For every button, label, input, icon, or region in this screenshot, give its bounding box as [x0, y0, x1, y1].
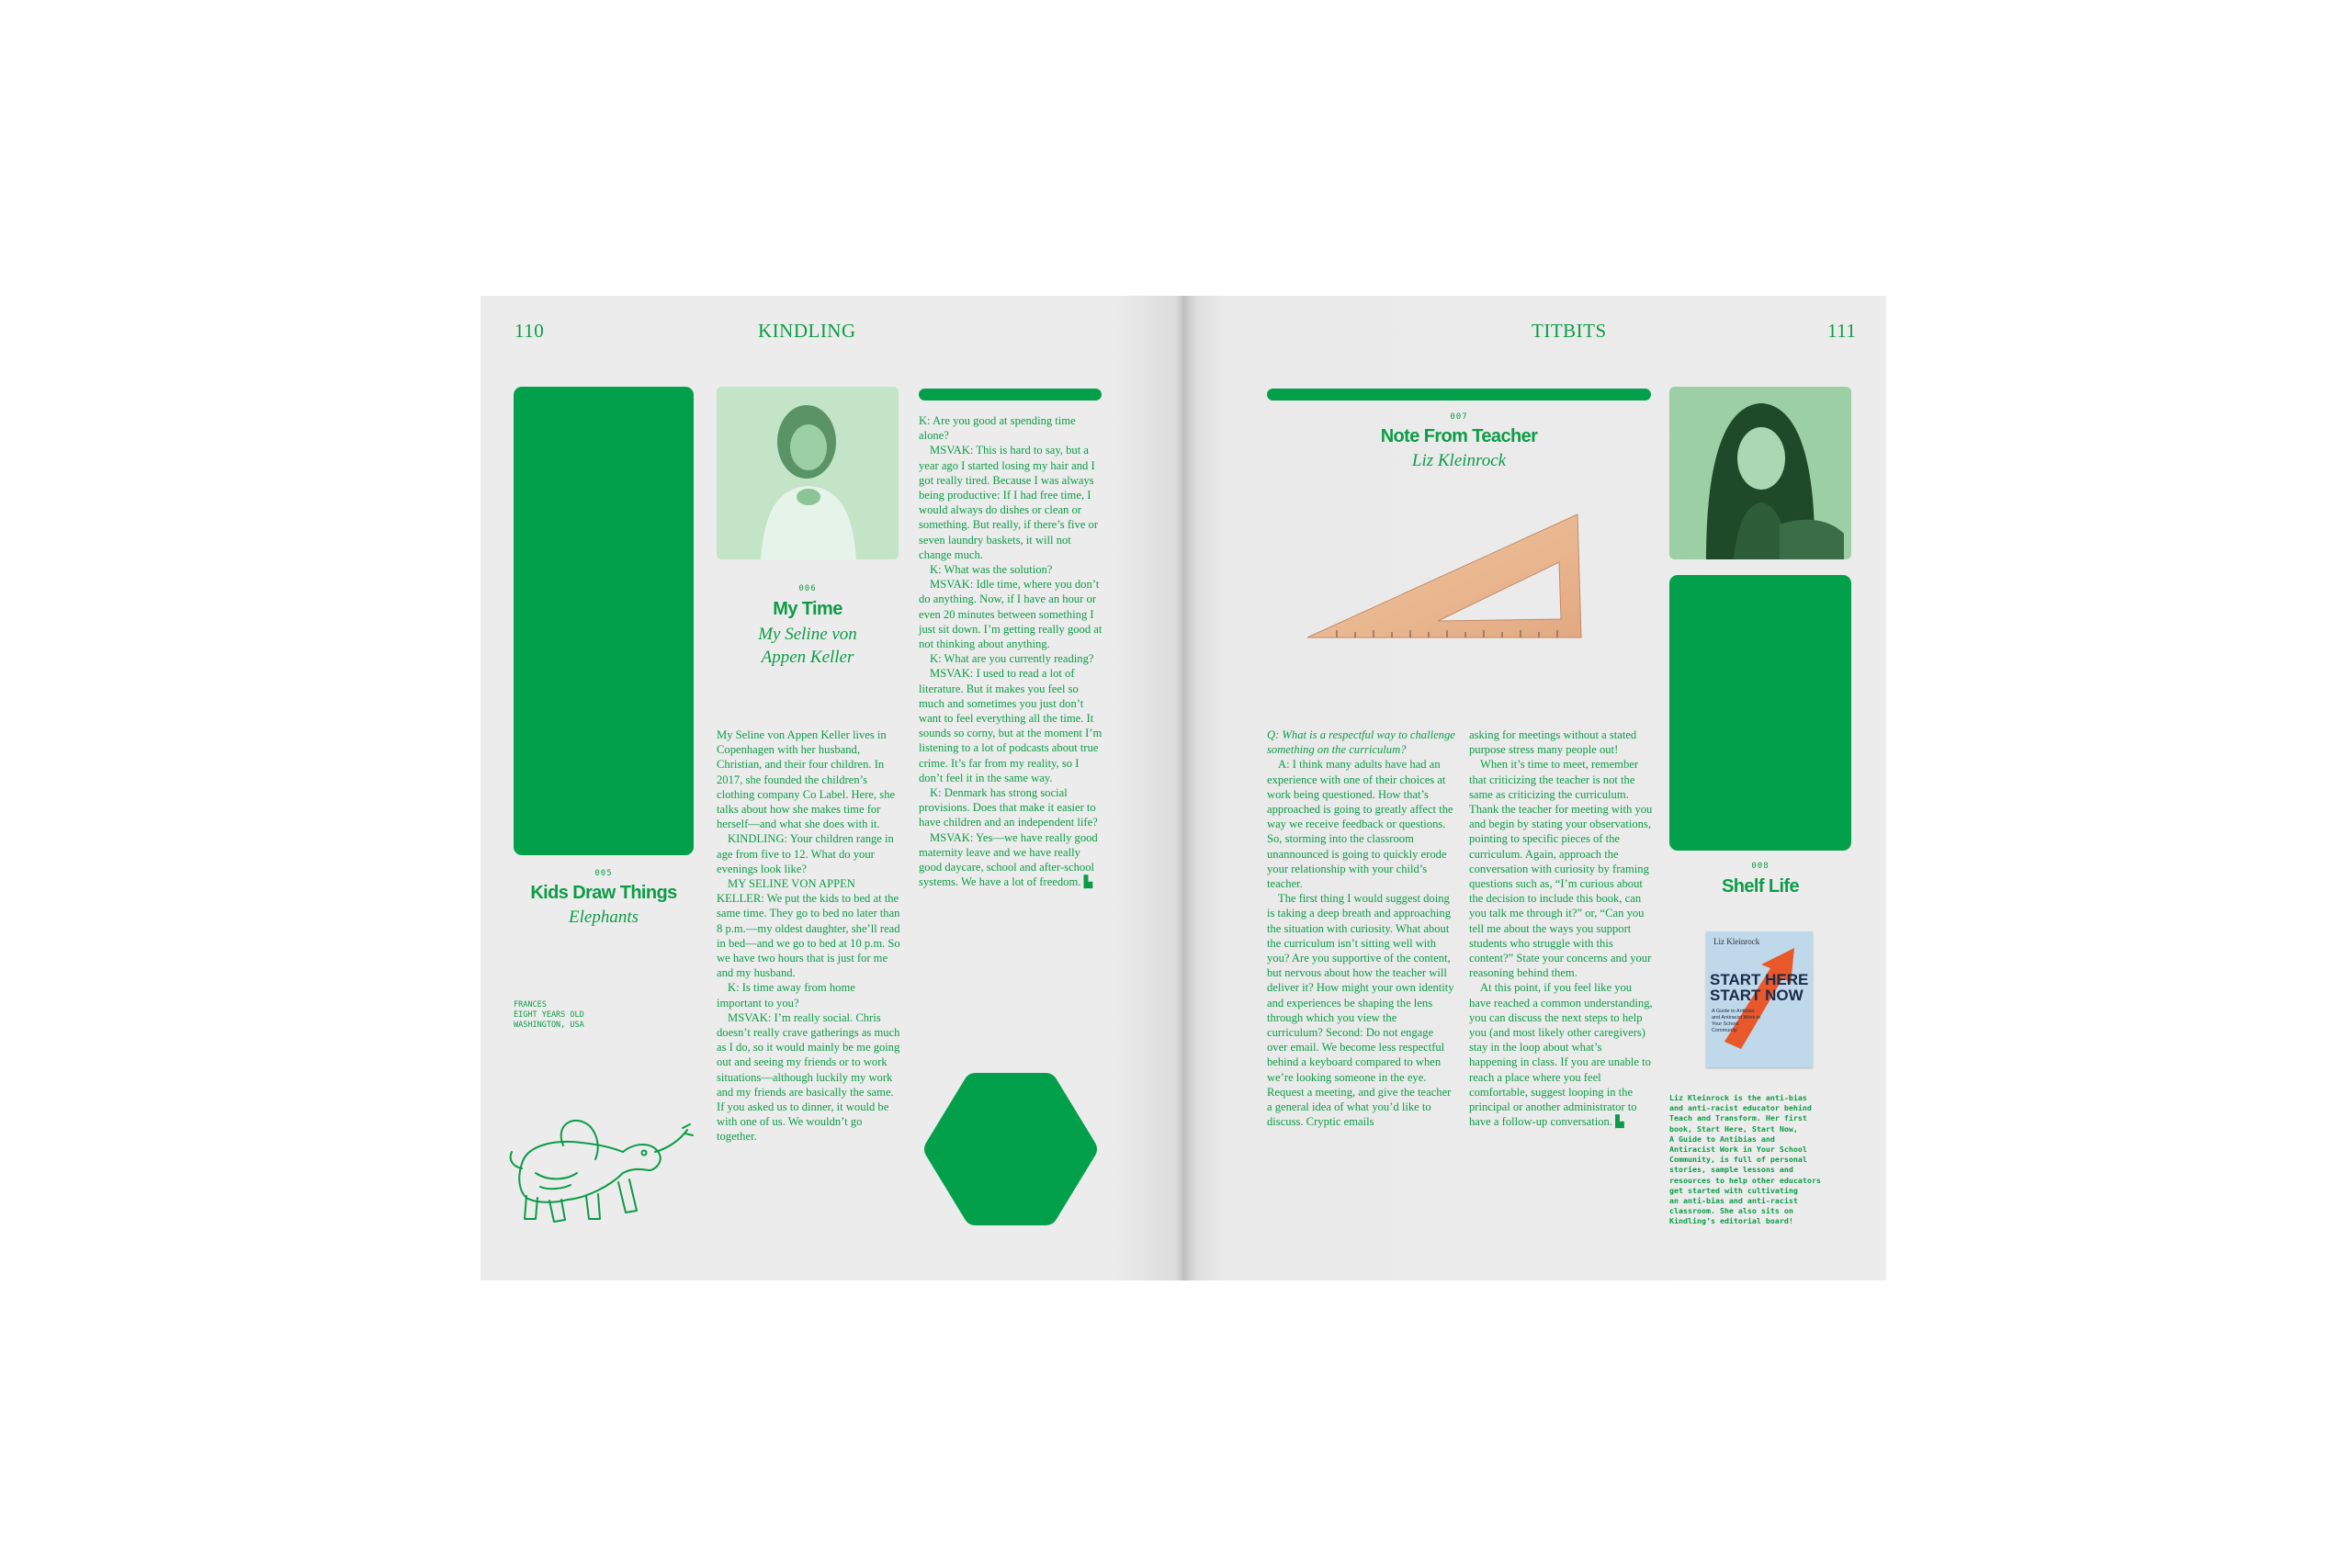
- section-number: 007: [1450, 412, 1468, 422]
- paragraph: K: What was the solution?: [930, 563, 1053, 577]
- paragraph: A: I think many adults have had an experience with one of their choices at work being questioned. How that’s approached is going to greatly affect the way we receive feedback or questions. So, storming into the classroom unannounced is going to quickly erode your relationship with your child’s teacher.: [1267, 758, 1453, 891]
- portrait-image: [717, 387, 899, 559]
- left-page: [481, 296, 1182, 1280]
- portrait-photo: [1669, 387, 1851, 559]
- green-rule-bar: [919, 389, 1102, 400]
- paragraph: MSVAK: This is hard to say, but a year ago I started losing my hair and I got really tired. Because I was always being productive: If I had free time, I would always do dishes or clean or something. But really, if there’s five or seven laundry baskets, it will not change much.: [919, 444, 1099, 561]
- portrait-image: [1669, 387, 1851, 559]
- section-number: 005: [594, 869, 613, 878]
- book-cover: [1706, 931, 1813, 1067]
- paragraph: KINDLING: Your children range in age from five to 12. What do your evenings look like?: [717, 832, 894, 875]
- set-square-image: [1300, 507, 1594, 645]
- page-number: 111: [1827, 320, 1857, 342]
- green-rule-bar: [1267, 389, 1651, 400]
- right-page: [1182, 296, 1886, 1280]
- book-author: Liz Kleinrock: [1713, 937, 1760, 946]
- running-head: KINDLING: [758, 320, 856, 342]
- section-title: Note From Teacher: [1380, 426, 1538, 446]
- section-subtitle: Elephants: [569, 908, 639, 927]
- green-color-block: [514, 387, 694, 855]
- portrait-photo: [717, 387, 899, 559]
- paragraph: MSVAK: I’m really social. Chris doesn’t really crave gatherings as much as I do, so it would mainly be me going out and seeing my friends or to work situations—although luckily my work and my friends are basically the same. If you asked us to dinner, it would be with one of us. We wouldn’t go together.: [717, 1010, 900, 1144]
- article-column-1: [1267, 728, 1455, 1129]
- running-head: TITBITS: [1532, 320, 1607, 342]
- paragraph: K: Is time away from home important to you?: [717, 981, 855, 1010]
- section-title: My Time: [773, 599, 842, 619]
- paragraph: At this point, if you feel like you have reached a common understanding, you can discuss the next steps to help you (and most likely other caregivers) stay in the loop about what’s happening in class. If you are unable to reach a place where you feel comfortable, suggest looping in the principal or another administrator to have a follow-up conversation. ▙: [1469, 981, 1653, 1129]
- article-column-2: [919, 413, 1102, 890]
- paragraph: My Seline von Appen Keller lives in Copenhagen with her husband, Christian, and their four children. In 2017, she founded the children’s clothing company Co Label. Here, she talks about how she makes time for herself—and what she does with it.: [717, 728, 896, 831]
- section-title: Kids Draw Things: [530, 883, 677, 903]
- paragraph: K: Are you good at spending time alone?: [919, 414, 1076, 443]
- section-number: 006: [798, 584, 817, 593]
- green-color-block: [1669, 575, 1851, 851]
- paragraph: MY SELINE VON APPEN KELLER: We put the kids to bed at the same time. They go to bed no later than 8 p.m.—my oldest daughter, she’ll read in bed—and we go to bed at 10 p.m. So we have two hours that is just for me and my husband.: [717, 877, 900, 980]
- book-subtitle: A Guide to Antibias and Antiracist Work in Your School Community: [1712, 1009, 1761, 1033]
- paragraph: MSVAK: Idle time, where you don’t do anything. Now, if I have an hour or even 20 minutes between something I just sit down. I’m getting really good at not thinking about anything.: [919, 578, 1102, 651]
- paragraph: The first thing I would suggest doing is taking a deep breath and approaching the situation with curiosity. What about the curriculum isn’t sitting well with you? Are you supportive of the content, but nervous about how the teacher will deliver it? How might your own identity and experiences be shaping the lens through which you view the curriculum? Second: Do not engage over email. We become less respectful behind a keyboard compared to when we’re looking someone in the eye. Request a meeting, and give the teacher a general idea of what you’d like to discuss. Cryptic emails: [1267, 892, 1454, 1129]
- book-title: START HERE START NOW: [1710, 971, 1809, 1004]
- paragraph: When it’s time to meet, remember that criticizing the teacher is not the same as criticizing the curriculum. Thank the teacher for meeting with you and begin by stating your observations, pointing to specific pieces of the curriculum. Again, approach the conversation with curiosity by framing questions such as, “I’m curious about the decision to include this book, can you talk me through it?” or, “Can you tell me about the ways you support students who struggle with this content?” State your concerns and your reasoning behind them.: [1469, 758, 1653, 980]
- page-number: 110: [514, 320, 545, 342]
- paragraph: K: What are you currently reading?: [930, 652, 1094, 666]
- section-subtitle: My Seline von Appen Keller: [758, 625, 857, 667]
- green-hexagon: [919, 1069, 1102, 1229]
- magazine-spread: [481, 296, 1886, 1280]
- drawing-credit: FRANCES EIGHT YEARS OLD WASHINGTON, USA: [514, 1000, 584, 1030]
- paragraph: MSVAK: Yes—we have really good maternity leave and we have really good daycare, school and after-school systems. We have a lot of freedom. ▙: [919, 830, 1098, 889]
- article-column-2: [1469, 728, 1653, 1129]
- paragraph: K: Denmark has strong social provisions. Does that make it easier to have children and an independent life?: [919, 786, 1098, 829]
- question: Q: What is a respectful way to challenge something on the curriculum?: [1267, 728, 1455, 757]
- paragraph: MSVAK: I used to read a lot of literature. But it makes you feel so much and sometimes you just don’t want to feel everything all the time. It sounds so corny, but at the moment I’m listening to a lot of podcasts about true crime. It’s far from my reality, so I don’t feel it in the same way.: [919, 667, 1102, 784]
- article-column-1: [717, 728, 900, 1145]
- section-number: 008: [1751, 862, 1770, 871]
- paragraph: asking for meetings without a stated purpose stress many people out!: [1469, 728, 1637, 757]
- section-title: Shelf Life: [1721, 876, 1799, 897]
- elephant-drawing: [499, 1095, 701, 1233]
- author-bio: Liz Kleinrock is the anti-bias and anti-racist educator behind Teach and Transform. Her first book, Start Here, Start Now, A Guide to Antibias and Antiracist Work in Your School Community, is full of personal stories, sample lessons and resources to help other educators get started with cultivating an anti-bias and anti-racist classroom. She also sits on Kindling’s editorial board!: [1669, 1093, 1821, 1226]
- section-subtitle: Liz Kleinrock: [1411, 451, 1507, 470]
